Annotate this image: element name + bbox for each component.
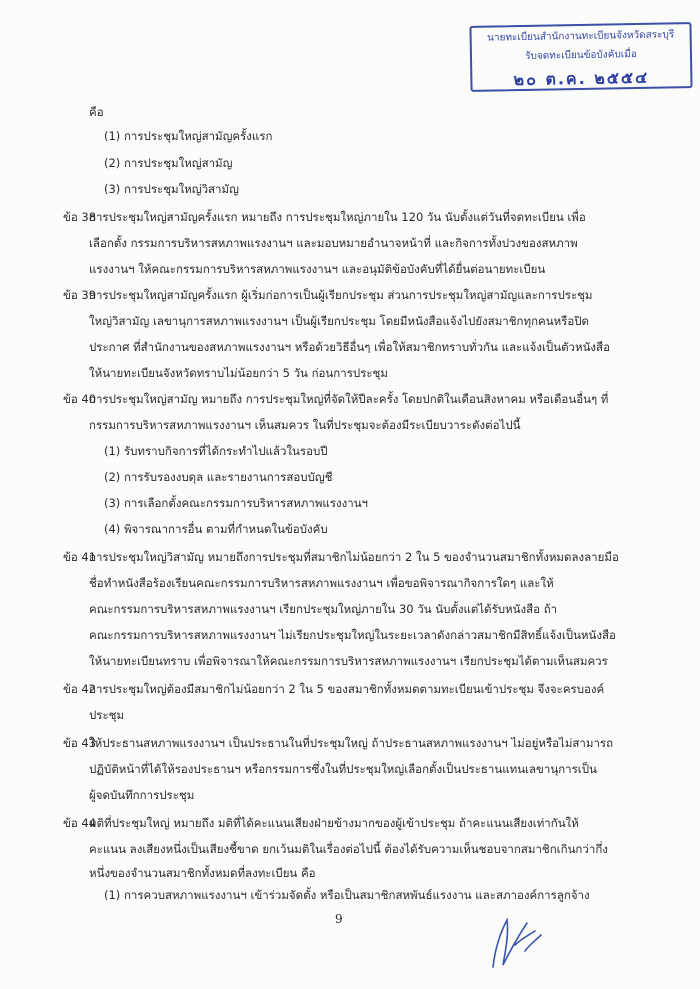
stamp-line-2: รับจดทะเบียนข้อบังคับเมื่อ [525,49,637,62]
clause-line: ให้นายทะเบียนทราบ เพื่อพิจารณาให้คณะกรรมการบริหารสหภาพแรงงานฯ เรียกประชุมได้ตามเห็นสมควร [89,654,608,668]
clause-line: คะแนน ลงเสียงหนึ่งเป็นเสียงชี้ขาด ยกเว้นมติในเรื่องต่อไปนี้ ต้องได้รับความเห็นชอบจากสมาชิกเกินกว่ากึ่ง [89,842,608,856]
clause-number: ข้อ 43 [63,736,97,750]
clause-line: คณะกรรมการบริหารสหภาพแรงงานฯ เรียกประชุมใหญ่ภายใน 30 วัน นับตั้งแต่ได้รับหนังสือ ถ้า [89,602,558,616]
clause-line: ประกาศ ที่สำนักงานของสหภาพแรงงานฯ หรือด้วยวิธีอื่นๆ เพื่อให้สมาชิกทราบทั่วกัน และแจ้งเป็นตัวหนังสือ [89,340,610,354]
clause-line: หนึ่งของจำนวนสมาชิกทั้งหมดที่ลงทะเบียน คือ [89,866,316,880]
agenda-item-4: (4) พิจารณาการอื่น ตามที่กำหนดในข้อบังคับ [104,522,328,536]
clause-line: ปฏิบัติหน้าที่ได้ให้รองประธานฯ หรือกรรมการซึ่งในที่ประชุมใหญ่เลือกตั้งเป็นประธานแทนเลขานุการเป็น [89,762,597,776]
clause-line: ประชุม [89,708,125,722]
stamp-line-1: นายทะเบียนสำนักงานทะเบียนจังหวัดสระบุรี [486,29,675,44]
clause-line: กรรมการบริหารสหภาพแรงงานฯ เห็นสมควร ในที่ประชุมจะต้องมีระเบียบวาระดังต่อไปนี้ [89,418,521,432]
page-number: 9 [335,912,343,926]
clause-line: การประชุมใหญ่ต้องมีสมาชิกไม่น้อยกว่า 2 ใน 5 ของสมาชิกทั้งหมดตามทะเบียนเข้าประชุม จึงจะครบองค์ [89,682,605,696]
clause-line: ชื่อทำหนังสือร้องเรียนคณะกรรมการบริหารสหภาพแรงงานฯ เพื่อขอพิจารณากิจการใดๆ และให้ [89,576,554,590]
clause-line: การประชุมใหญ่สามัญครั้งแรก หมายถึง การประชุมใหญ่ภายใน 120 วัน นับตั้งแต่วันที่จดทะเบียน เพื่อ [89,210,586,224]
clause-line: การประชุมใหญ่วิสามัญ หมายถึงการประชุมที่สมาชิกไม่น้อยกว่า 2 ใน 5 ของจำนวนสมาชิกทั้งหมดลงลายมือ [89,550,619,564]
registrar-stamp [469,22,692,92]
clause-number: ข้อ 39 [63,288,97,302]
clause-line: ให้ประธานสหภาพแรงงานฯ เป็นประธานในที่ประชุมใหญ่ ถ้าประธานสหภาพแรงงานฯ ไม่อยู่หรือไม่สามารถ [89,736,614,750]
meeting-type-3: (3) การประชุมใหญ่วิสามัญ [104,182,239,196]
clause-line: คณะกรรมการบริหารสหภาพแรงงานฯ ไม่เรียกประชุมใหญ่ในระยะเวลาดังกล่าวสมาชิกมีสิทธิ์แจ้งเป็นหนังสือ [89,628,616,642]
clause-line: เลือกตั้ง กรรมการบริหารสหภาพแรงงานฯ และมอบหมายอำนาจหน้าที่ และกิจการทั้งปวงของสหภาพ [89,236,578,250]
clause-number: ข้อ 40 [63,392,97,406]
clause-line: ให้นายทะเบียนจังหวัดทราบไม่น้อยกว่า 5 วัน ก่อนการประชุม [89,366,388,380]
clause-line: ผู้จดบันทึกการประชุม [89,788,195,802]
clause-line: มติที่ประชุมใหญ่ หมายถึง มติที่ได้คะแนนเสียงฝ่ายข้างมากของผู้เข้าประชุม ถ้าคะแนนเสียงเท่ากันให้ [89,816,579,830]
clause-number: ข้อ 38 [63,210,97,224]
exception-item-1: (1) การควบสหภาพแรงงานฯ เข้าร่วมจัดตั้ง หรือเป็นสมาชิกสหพันธ์แรงงาน และสภาองค์การลูกจ้าง [104,888,590,902]
clause-number: ข้อ 42 [63,682,97,696]
agenda-item-1: (1) รับทราบกิจการที่ได้กระทำไปแล้วในรอบปี [104,444,328,458]
clause-line: แรงงานฯ ให้คณะกรรมการบริหารสหภาพแรงงานฯ และอนุมัติข้อบังคับที่ได้ยื่นต่อนายทะเบียน [89,262,546,276]
agenda-item-3: (3) การเลือกตั้งคณะกรรมการบริหารสหภาพแรงงานฯ [104,496,369,510]
clause-number: ข้อ 41 [63,550,97,564]
meeting-type-1: (1) การประชุมใหญ่สามัญครั้งแรก [104,129,273,143]
clause-line: การประชุมใหญ่สามัญครั้งแรก ผู้เริ่มก่อการเป็นผู้เรียกประชุม ส่วนการประชุมใหญ่สามัญและการประชุม [89,288,593,302]
meeting-type-2: (2) การประชุมใหญ่สามัญ [104,156,233,170]
stamp-date: ๒๐ ต.ค. ๒๕๕๔ [513,67,650,90]
clause-line: ใหญ่วิสามัญ เลขานุการสหภาพแรงงานฯ เป็นผู้เรียกประชุม โดยมีหนังสือแจ้งไปยังสมาชิกทุกคนหรือปิด [89,314,590,328]
clause-line: การประชุมใหญ่สามัญ หมายถึง การประชุมใหญ่ที่จัดให้ปีละครั้ง โดยปกติในเดือนสิงหาคม หรือเดือนอื่นๆ ที่ [89,392,609,406]
intro-text: คือ [89,105,104,119]
agenda-item-2: (2) การรับรองงบดุล และรายงานการสอบบัญชี [104,470,333,484]
clause-number: ข้อ 44 [63,816,97,830]
signature-icon [485,905,545,975]
